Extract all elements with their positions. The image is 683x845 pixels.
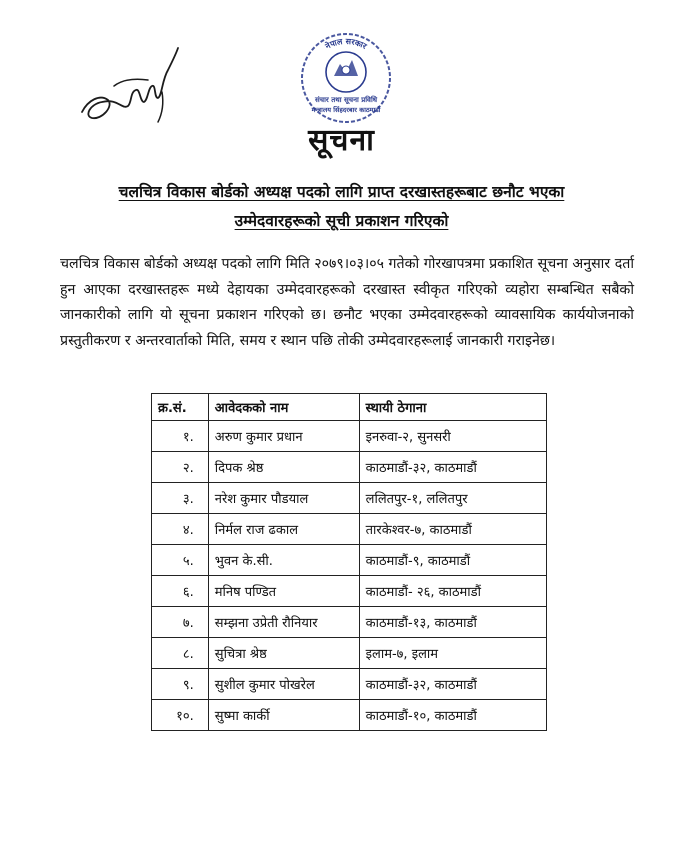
- header-serial: क्र.सं.: [152, 394, 209, 421]
- table-row: [152, 669, 547, 700]
- cell-serial: २.: [152, 452, 209, 483]
- cell-name: सुशील कुमार पोखरेल: [208, 669, 359, 700]
- cell-serial: ५.: [152, 545, 209, 576]
- cell-serial: ८.: [152, 638, 209, 669]
- cell-serial: ४.: [152, 514, 209, 545]
- cell-name: सम्झना उप्रेती रौनियार: [208, 607, 359, 638]
- cell-address: तारकेश्वर-७, काठमाडौं: [359, 514, 546, 545]
- table-row: [152, 421, 547, 452]
- cell-address: काठमाडौं- २६, काठमाडौं: [359, 576, 546, 607]
- cell-address: इलाम-७, इलाम: [359, 638, 546, 669]
- table-row: [152, 545, 547, 576]
- cell-serial: ३.: [152, 483, 209, 514]
- cell-address: काठमाडौं-३२, काठमाडौं: [359, 669, 546, 700]
- header-name: आवेदकको नाम: [208, 394, 359, 421]
- cell-address: इनरुवा-२, सुनसरी: [359, 421, 546, 452]
- table-row: [152, 483, 547, 514]
- cell-name: नरेश कुमार पौडयाल: [208, 483, 359, 514]
- svg-text:नेपाल सरकार: [323, 37, 369, 52]
- header-address: स्थायी ठेगाना: [359, 394, 546, 421]
- government-seal: [296, 30, 396, 126]
- candidates-table: [151, 393, 547, 731]
- table-row: [152, 452, 547, 483]
- cell-name: सुष्मा कार्की: [208, 700, 359, 731]
- cell-serial: १.: [152, 421, 209, 452]
- signature: [78, 40, 188, 130]
- table-row: [152, 638, 547, 669]
- cell-address: काठमाडौं-१०, काठमाडौं: [359, 700, 546, 731]
- cell-address: काठमाडौं-९, काठमाडौं: [359, 545, 546, 576]
- cell-serial: ६.: [152, 576, 209, 607]
- cell-name: भुवन के.सी.: [208, 545, 359, 576]
- cell-name: दिपक श्रेष्ठ: [208, 452, 359, 483]
- seal-text-bottom: मन्त्रालय सिंहदरबार काठमाडौं: [311, 106, 381, 114]
- notice-subject: [30, 178, 653, 236]
- cell-name: मनिष पण्डित: [208, 576, 359, 607]
- notice-heading: सूचना: [308, 123, 375, 158]
- table-row: [152, 607, 547, 638]
- table-header-row: [152, 394, 547, 421]
- cell-serial: ७.: [152, 607, 209, 638]
- cell-address: ललितपुर-१, ललितपुर: [359, 483, 546, 514]
- cell-address: काठमाडौं-१३, काठमाडौं: [359, 607, 546, 638]
- subject-line-1: चलचित्र विकास बोर्डको अध्यक्ष पदको लागि प्राप्त दरखास्तहरूबाट छनौट भएका: [118, 183, 565, 201]
- cell-name: निर्मल राज ढकाल: [208, 514, 359, 545]
- cell-address: काठमाडौं-३२, काठमाडौं: [359, 452, 546, 483]
- seal-text-mid: संचार तथा सूचना प्रविधि: [314, 96, 378, 104]
- table-row: [152, 514, 547, 545]
- subject-line-2: उम्मेदवारहरूको सूची प्रकाशन गरिएको: [234, 212, 449, 230]
- table-row: [152, 576, 547, 607]
- table-row: [152, 700, 547, 731]
- cell-serial: ९.: [152, 669, 209, 700]
- cell-name: सुचित्रा श्रेष्ठ: [208, 638, 359, 669]
- cell-name: अरुण कुमार प्रधान: [208, 421, 359, 452]
- seal-text-top: नेपाल सरकार: [323, 36, 369, 52]
- cell-serial: १०.: [152, 700, 209, 731]
- notice-paragraph: चलचित्र विकास बोर्डको अध्यक्ष पदको लागि मिति २०७९।०३।०५ गतेको गोरखापत्रमा प्रकाशित सूचना अनुसार दर्ता हुन आएका दरखास्तहरू मध्ये देहायका उम्मेदवारहरूको दरखास्त स्वीकृत गरिएको व्यहोरा सम्बन्धित सबैको जानकारीको लागि यो सूचना प्रकाशन गरिएको छ। छनौट भएका उम्मेदवारहरूको व्यावसायिक कार्ययोजनाको प्रस्तुतीकरण र अन्तरवार्ताको मिति, समय र स्थान पछि तोकी उम्मेदवारहरूलाई जानकारी गराइनेछ।: [60, 256, 634, 349]
